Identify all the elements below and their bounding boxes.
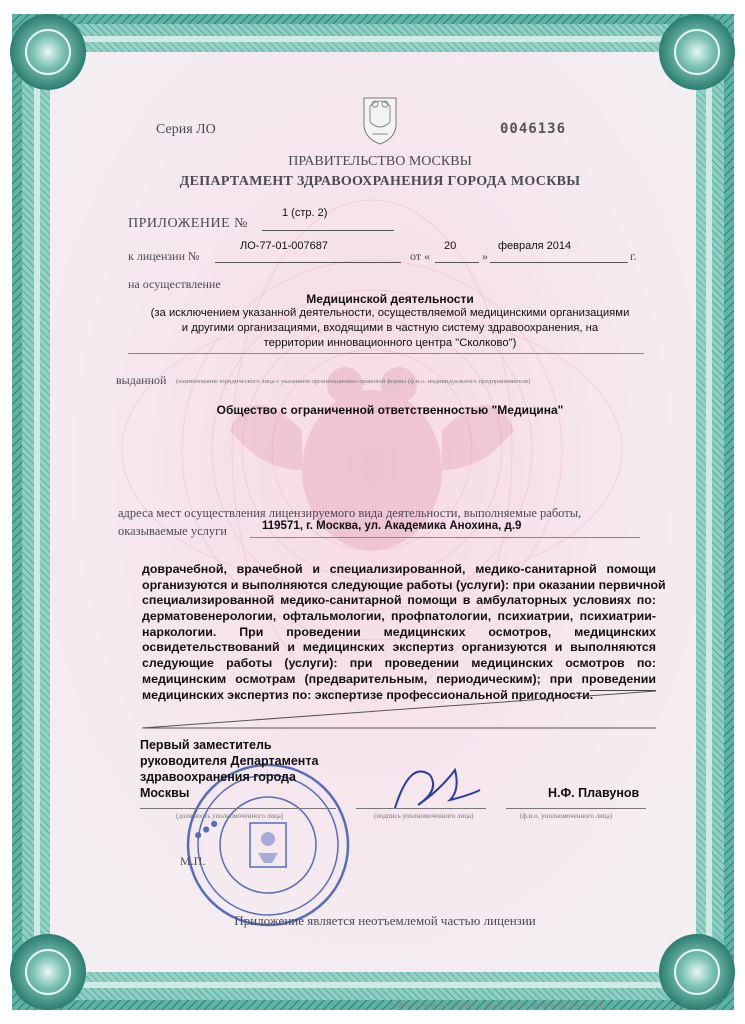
activity-line-3: территории инновационного центра "Сколково") bbox=[263, 337, 517, 349]
activity-title: Медицинской деятельности bbox=[306, 292, 474, 306]
license-year-suffix: г. bbox=[630, 249, 637, 263]
works-line: наркологии. При проведении медицинских осмотров, медицинских bbox=[142, 624, 656, 639]
address-value: 119571, г. Москва, ул. Академика Анохина, д.9 bbox=[262, 520, 522, 532]
blank-number: 0046136 bbox=[500, 121, 567, 137]
works-line: медицинским осмотрам (предварительным, периодическим); при проведении bbox=[142, 671, 656, 686]
signatory-position-2: руководителя Департамента bbox=[140, 754, 319, 768]
license-close-quote: » bbox=[482, 249, 488, 263]
works-line: медицинских экспертиз по: экспертизе профессиональной пригодности. bbox=[142, 687, 594, 702]
signatory-position-3: здравоохранения города bbox=[140, 770, 296, 784]
coat-of-arms-emblem bbox=[364, 98, 396, 144]
series-label: Серия ЛО bbox=[156, 122, 216, 137]
issued-hint: (наименование юридического лица с указанием организационно-правовой формы (ф.и.о. индивидуального предпринимателя) bbox=[176, 378, 531, 385]
issued-label: выданной bbox=[116, 373, 167, 387]
works-line: освидетельствований и медицинских экспертиз организуются и выполняются bbox=[142, 640, 656, 655]
works-line: дерматовенерологии, офтальмологии, профпатологии, психиатрии, психиатрии- bbox=[142, 609, 656, 624]
issued-organization: Общество с ограниченной ответственностью "Медицина" bbox=[216, 403, 564, 417]
license-from-label: от « bbox=[410, 249, 431, 263]
svg-text:● ● ●: ● ● ● bbox=[192, 817, 220, 841]
address-label-line-2: оказываемые услуги bbox=[118, 524, 227, 538]
appendix-label: ПРИЛОЖЕНИЕ № bbox=[128, 216, 248, 231]
license-label: к лицензии № bbox=[128, 249, 200, 263]
signatory-name: Н.Ф. Плавунов bbox=[548, 786, 640, 800]
caption-position: (должность уполномоченного лица) bbox=[176, 812, 284, 820]
activity-line-2: и другими организациями, входящими в частную систему здравоохранения, на bbox=[181, 322, 599, 334]
license-number: ЛО-77-01-007687 bbox=[240, 240, 328, 252]
license-month-year: февраля 2014 bbox=[498, 240, 572, 252]
seal-mark-label: М.П. bbox=[180, 854, 206, 868]
license-day: 20 bbox=[444, 240, 457, 252]
government-title: ПРАВИТЕЛЬСТВО МОСКВЫ bbox=[288, 154, 472, 169]
works-line: организуются и выполняются следующие работы (услуги): при оказании первичной bbox=[142, 577, 666, 592]
footer-note: Приложение является неотъемлемой частью лицензии bbox=[234, 913, 536, 928]
diagonal-strike-line bbox=[140, 687, 660, 730]
signatory-position-4: Москвы bbox=[140, 786, 190, 800]
activity-line-1: (за исключением указанной деятельности, осуществляемой медицинскими организациями bbox=[150, 307, 630, 319]
printer-info: ООО «СпецБланк-Москва», г. Москва, 2013 г., уровень «Б», зак. № 244. bbox=[396, 1002, 604, 1009]
caption-signature: (подпись уполномоченного лица) bbox=[374, 812, 474, 820]
activity-label: на осуществление bbox=[128, 277, 221, 291]
works-line: специализированной медико-санитарной помощи в амбулаторных условиях по: bbox=[142, 593, 656, 608]
caption-name: (ф.и.о. уполномоченного лица) bbox=[520, 812, 613, 820]
works-line: доврачебной, врачебной и специализированной, медико-санитарной помощи bbox=[142, 562, 656, 576]
works-description bbox=[142, 562, 666, 703]
address-label-line-1: адреса мест осуществления лицензируемого вида деятельности, выполняемые работы, bbox=[118, 506, 582, 520]
appendix-value: 1 (стр. 2) bbox=[282, 207, 328, 219]
works-line: следующие работы (услуги): при проведении медицинских осмотров по: bbox=[142, 656, 656, 671]
department-title: ДЕПАРТАМЕНТ ЗДРАВООХРАНЕНИЯ ГОРОДА МОСКВЫ bbox=[179, 174, 581, 189]
signatory-position-1: Первый заместитель bbox=[140, 738, 272, 752]
